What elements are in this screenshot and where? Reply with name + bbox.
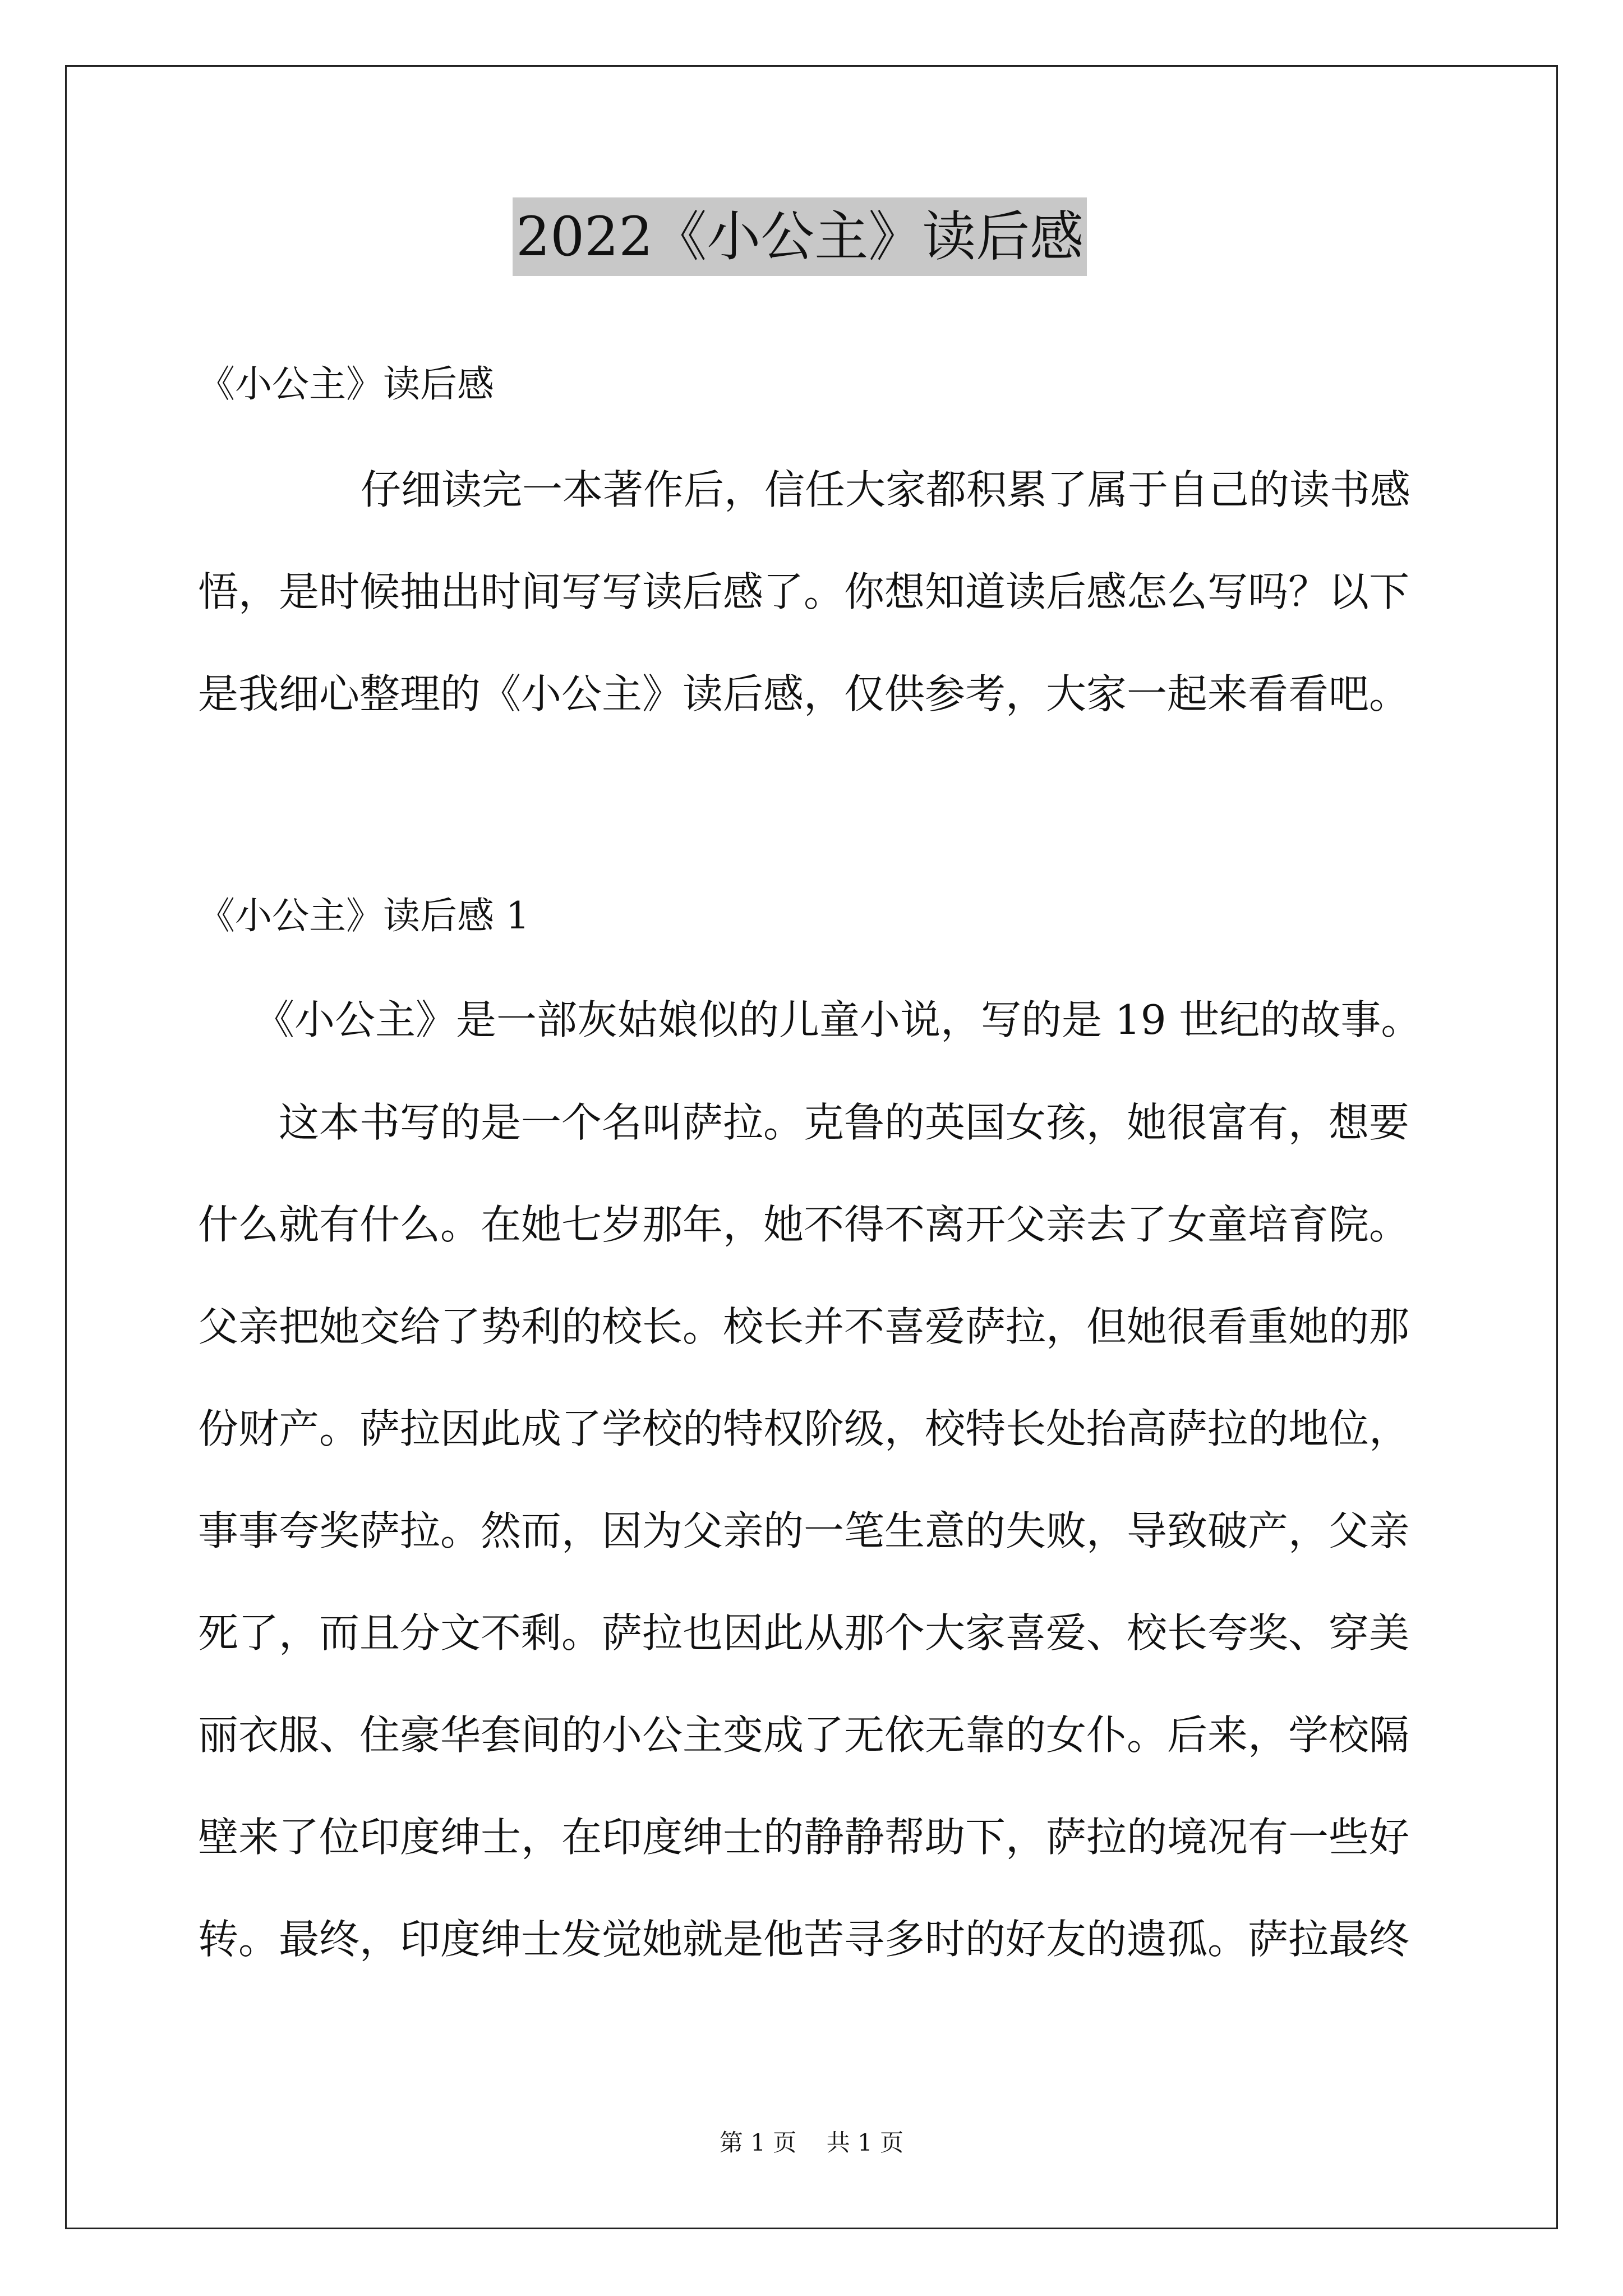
subtitle: 《小公主》读后感 [198,362,494,406]
paragraph-line: 这本书写的是一个名叫萨拉。克鲁的英国女孩，她很富有，想要 [279,1099,1410,1146]
paragraph-line: 事事夸奖萨拉。然而，因为父亲的一笔生意的失败，导致破产，父亲 [198,1507,1410,1554]
paragraph-line: 是我细心整理的《小公主》读后感，仅供参考，大家一起来看看吧。 [198,670,1410,717]
paragraph-line: 壁来了位印度绅士，在印度绅士的静静帮助下，萨拉的境况有一些好 [198,1814,1410,1861]
paragraph-line: 父亲把她交给了势利的校长。校长并不喜爱萨拉，但她很看重她的那 [198,1303,1410,1350]
paragraph-line: 死了，而且分文不剩。萨拉也因此从那个大家喜爱、校长夸奖、穿美 [198,1609,1410,1657]
paragraph-line: 悟，是时候抽出时间写写读后感了。你想知道读后感怎么写吗？以下 [198,568,1410,615]
paragraph-line: 《小公主》是一部灰姑娘似的儿童小说，写的是 19 世纪的故事。 [254,996,1422,1043]
intro-paragraph [198,439,1443,745]
paragraph-line: 丽衣服、住豪华套间的小公主变成了无依无靠的女仆。后来，学校隔 [198,1711,1410,1759]
paragraph-line: 仔细读完一本著作后，信任大家都积累了属于自己的读书感 [361,466,1411,513]
document-title: 2022《小公主》读后感 [513,197,1087,276]
section-paragraph [198,1071,1443,1990]
paragraph-line: 转。最终，印度绅士发觉她就是他苦寻多时的好友的遗孤。萨拉最终 [198,1916,1410,1963]
page-number: 第 1 页 共 1 页 [719,2129,904,2156]
paragraph-line: 份财产。萨拉因此成了学校的特权阶级，校特长处抬高萨拉的地位， [198,1405,1410,1452]
section-paragraph [198,969,1443,1071]
section-heading: 《小公主》读后感 1 [198,894,529,937]
paragraph-line: 什么就有什么。在她七岁那年，她不得不离开父亲去了女童培育院。 [198,1201,1410,1248]
